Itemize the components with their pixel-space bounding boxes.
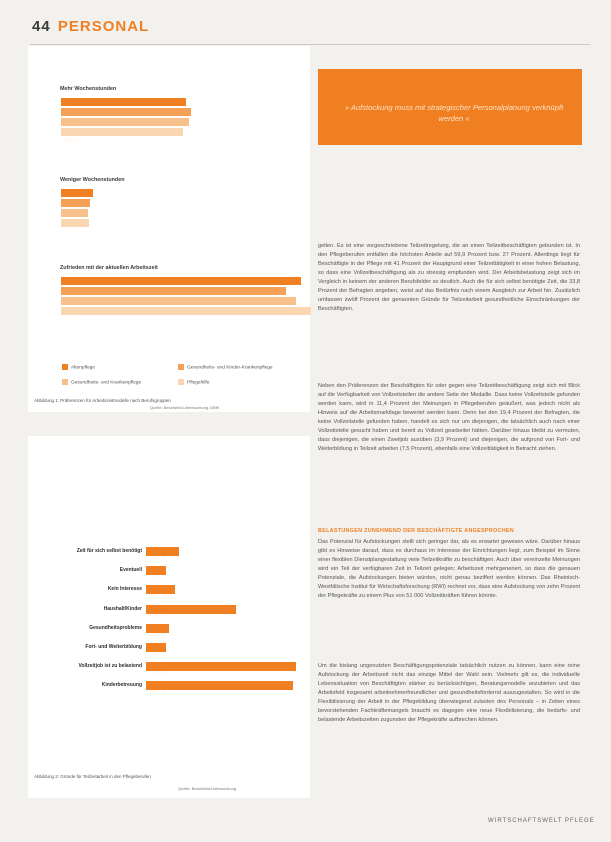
legend-item: [62, 364, 95, 370]
page-number: 44: [32, 18, 51, 35]
chart2-bar: [146, 681, 293, 697]
chart2-bar-value: 12,3 %: [150, 652, 166, 658]
page-header: [32, 18, 149, 35]
legend-label: Gesundheits- und Kinder-Krankenpflege: [187, 365, 273, 371]
chart1-caption: Abbildung 1: Präferenzen für Arbeitszeitmodelle nach Berufsgruppen: [34, 398, 171, 403]
chart1-source: Quelle: Berufsfeld-Untersuchung, DBfK: [150, 405, 220, 410]
chart1-bar: [61, 118, 189, 126]
chart2-category-label: Haushalt/Kinder: [103, 605, 142, 612]
legend-item: [62, 379, 141, 385]
chart1-bar: [61, 199, 90, 207]
chart2-category-label: Zeit für sich selbst benötigt: [76, 548, 142, 554]
chart1-bar-value: 61,1 %: [64, 316, 80, 322]
header-rule: [30, 44, 590, 45]
chart1-group-title: Mehr Wochenstunden: [60, 86, 117, 92]
chart1-bar: [61, 108, 191, 116]
chart2-category-label: Kein Interesse: [107, 586, 142, 593]
chart1-bar-value: 9,9 %: [64, 228, 77, 234]
legend-item: [178, 364, 273, 370]
chart1-bar: [61, 98, 186, 106]
legend-label: Pflegehilfe: [187, 380, 210, 386]
body-paragraph: Neben den Präferenzen der Beschäftigten für oder gegen eine Teilzeitbeschäftigung zeigt sich mit Blick auf die Verfügbarkeit von Vollzeitstellen die andere Seite der Medaille. Dass keine Vollzeitstelle gefunden werden kann, wird in 11,4 Prozent der Meinungen in Pflegeberufen geäußert, was jedoch nicht als Hinweis auf die Arbeitsmarktlage bewertet werden kann. Denn bei den 19,4 Prozent der Befragten, die keine Vollzeitstelle gefunden haben, handelt es sich nur um diejenigen, die tatsächlich auch nach einer Vollzeitstelle gesucht haben und bereit zu Vollzeit gearbeitet hätten. Darüber hinaus bleibt zu vermuten, dass diejenigen, die einen Zweitjob ausüben (3,9 Prozent) und diejenigen, die aufgrund von Fort- und Weiterbildung in Teilzeit arbeiten (7,5 Prozent), ebenfalls eine Vollzeittätigkeit in Betracht ziehen.: [318, 383, 580, 452]
legend-swatch: [178, 379, 184, 385]
pull-quote-box: [318, 69, 582, 145]
chart2-source: Quelle: Berufsfeld-Untersuchung: [178, 786, 237, 791]
chart2-bar: [146, 605, 236, 620]
chart2-bar: [146, 662, 296, 678]
chart2-category-label: Fort- und Weiterbildung: [85, 644, 142, 650]
legend-item: [178, 379, 209, 385]
legend-swatch: [62, 379, 68, 385]
chart2-bar: [146, 643, 166, 658]
footer-label: WIRTSCHAFTSWELT PFLEGE: [488, 818, 595, 824]
legend-label: Altenpflege: [71, 365, 96, 371]
chart2-bar-value: 22,1 %: [150, 556, 166, 562]
chart2-bar: [146, 585, 175, 601]
pull-quote: » Aufstockung muss mit strategischer Personalplanung verknüpft werden «: [344, 103, 564, 123]
chart2-panel: [28, 436, 310, 798]
chart2-bar-value: 100 %: [150, 671, 165, 678]
chart1-bar: [61, 209, 88, 217]
chart1-bar: [61, 277, 301, 285]
chart1-group-title: Zufrieden mit der aktuellen Arbeitszeit: [60, 265, 158, 271]
chart2-category-label: Vollzeitjob ist zu belastend: [78, 663, 142, 670]
chart2-bar: [146, 624, 169, 639]
chart1-bar: [61, 219, 89, 234]
body-paragraph: gelten. Es ist eine vorgeschriebene Teilzeitregelung, die an einen Teilzeitbeschäftigten gebunden ist. In den Pflegeberufen entfallen die höchsten Anteile auf 59,9 Prozent bzw. 27 Prozent. Allerdings liegt für Beschäftigte in der Pflege mit 41 Prozent der Hauptgrund einer Teilzeittätigkeit in einer hohen Belastung, so dass eine Vollzeitbeschäftigung als zu stressig empfunden wird. Der Arbeitsbelastung zeigt sich im Vergleich in keinem der anderen Berufsfelder so deutlich. Auch die für sich selbst benötigte Zeit, die 33,8 Prozent der Befragten angeben, weist auf das Bedürfnis nach einem Ausgleich zur Arbeit hin. Zusätzlich umfassen zwölf Prozent der genannten Gründe für Teilzeitarbeit gesundheitliche Einschränkungen der Beschäftigten.: [318, 243, 580, 312]
chart1-bar: [61, 307, 311, 322]
body-paragraph: Um die bislang ungenutzten Beschäftigungspotenziale tatsächlich nutzen zu können, kann eine reine Aufstockung der Arbeitszeit nicht das einzige Mittel der Wahl sein. Vielmehr gilt es, die individuelle Lebenssituation von Beschäftigten stärker zu berücksichtigen, Beratungsmodelle anzubieten und das Arbeitsfeld insgesamt arbeitnehmerfreundlicher und gesundheitsfördernd auszugestalten. So wird in die Flexibilisierung der Arbeit in der Pflegebildung überwiegend zulasten des Personals – in Zeiten eines bevorstehenden Fachkräftemangels braucht es dagegen eine neue Flexibilisierung, die bedarfs- und belastende Arbeitszeiten zugunsten der Pflegekräfte aufbrechen können.: [318, 663, 580, 723]
chart1-panel: [28, 46, 310, 412]
legend-swatch: [178, 364, 184, 370]
chart2-bar: [146, 566, 166, 582]
chart1-bar: [61, 297, 296, 305]
sub-heading: BELASTUNGEN ZUNEHMEND DER BESCHÄFTIGTE ANGESPROCHEN: [318, 528, 514, 534]
chart1-bar: [61, 189, 93, 197]
chart2-bar: [146, 547, 179, 562]
chart2-bar-value: 14,9 %: [150, 632, 166, 639]
chart1-bar: [61, 128, 183, 143]
body-paragraph: Das Potenzial für Aufstockungen stellt sich geringer dar, als es erwartet gewesen wäre. Darüber hinaus gibt es Hinweise darauf, dass es durchaus im Interesse der Einrichtungen liegt, zum Beispiel im Sinne einer flexiblen Dienstplangestaltung viele Teilzeitkräfte zu beschäftigen. Auch über vereinzelte Meinungen wird ein Teil der verfügbaren Zeit in Teilzeit gelegen; Arbeitszeit mehrgeneriert, so dass die genauen Potenziale, die Aufstockungen bieten würden, nicht genau beziffert werden können. Das Rheinisch-Westfälische Institut für Wirtschaftsforschung (RWI) rechnet vor, dass eine Aufstockung von zehn Prozent der Pflegekräfte zu einem Plus von 51 000 Vollzeitkräften führen könnte.: [318, 539, 580, 599]
chart2-bar-value: 9,2 %: [150, 575, 163, 582]
chart2-category-label: Eventuell: [119, 567, 142, 574]
chart2-bar-value: 98,1 %: [150, 690, 166, 697]
chart2-category-label: Kinderbetreuung: [101, 682, 142, 689]
legend-swatch: [62, 364, 68, 370]
chart2-bar-value: 60,3 %: [150, 613, 166, 620]
chart1-group-title: Weniger Wochenstunden: [60, 177, 125, 183]
chart2-bar-value: 18,9 %: [150, 594, 166, 601]
section-title: PERSONAL: [57, 18, 150, 35]
chart2-caption: Abbildung 2: Gründe für Teilzeitarbeit in den Pflegeberufen: [34, 774, 151, 779]
legend-label: Gesundheits- und Krankenpflege: [71, 380, 142, 386]
chart2-category-label: Gesundheitsprobleme: [89, 624, 142, 631]
chart1-bar: [61, 287, 286, 295]
chart1-bar-value: 28,0 %: [64, 137, 80, 143]
